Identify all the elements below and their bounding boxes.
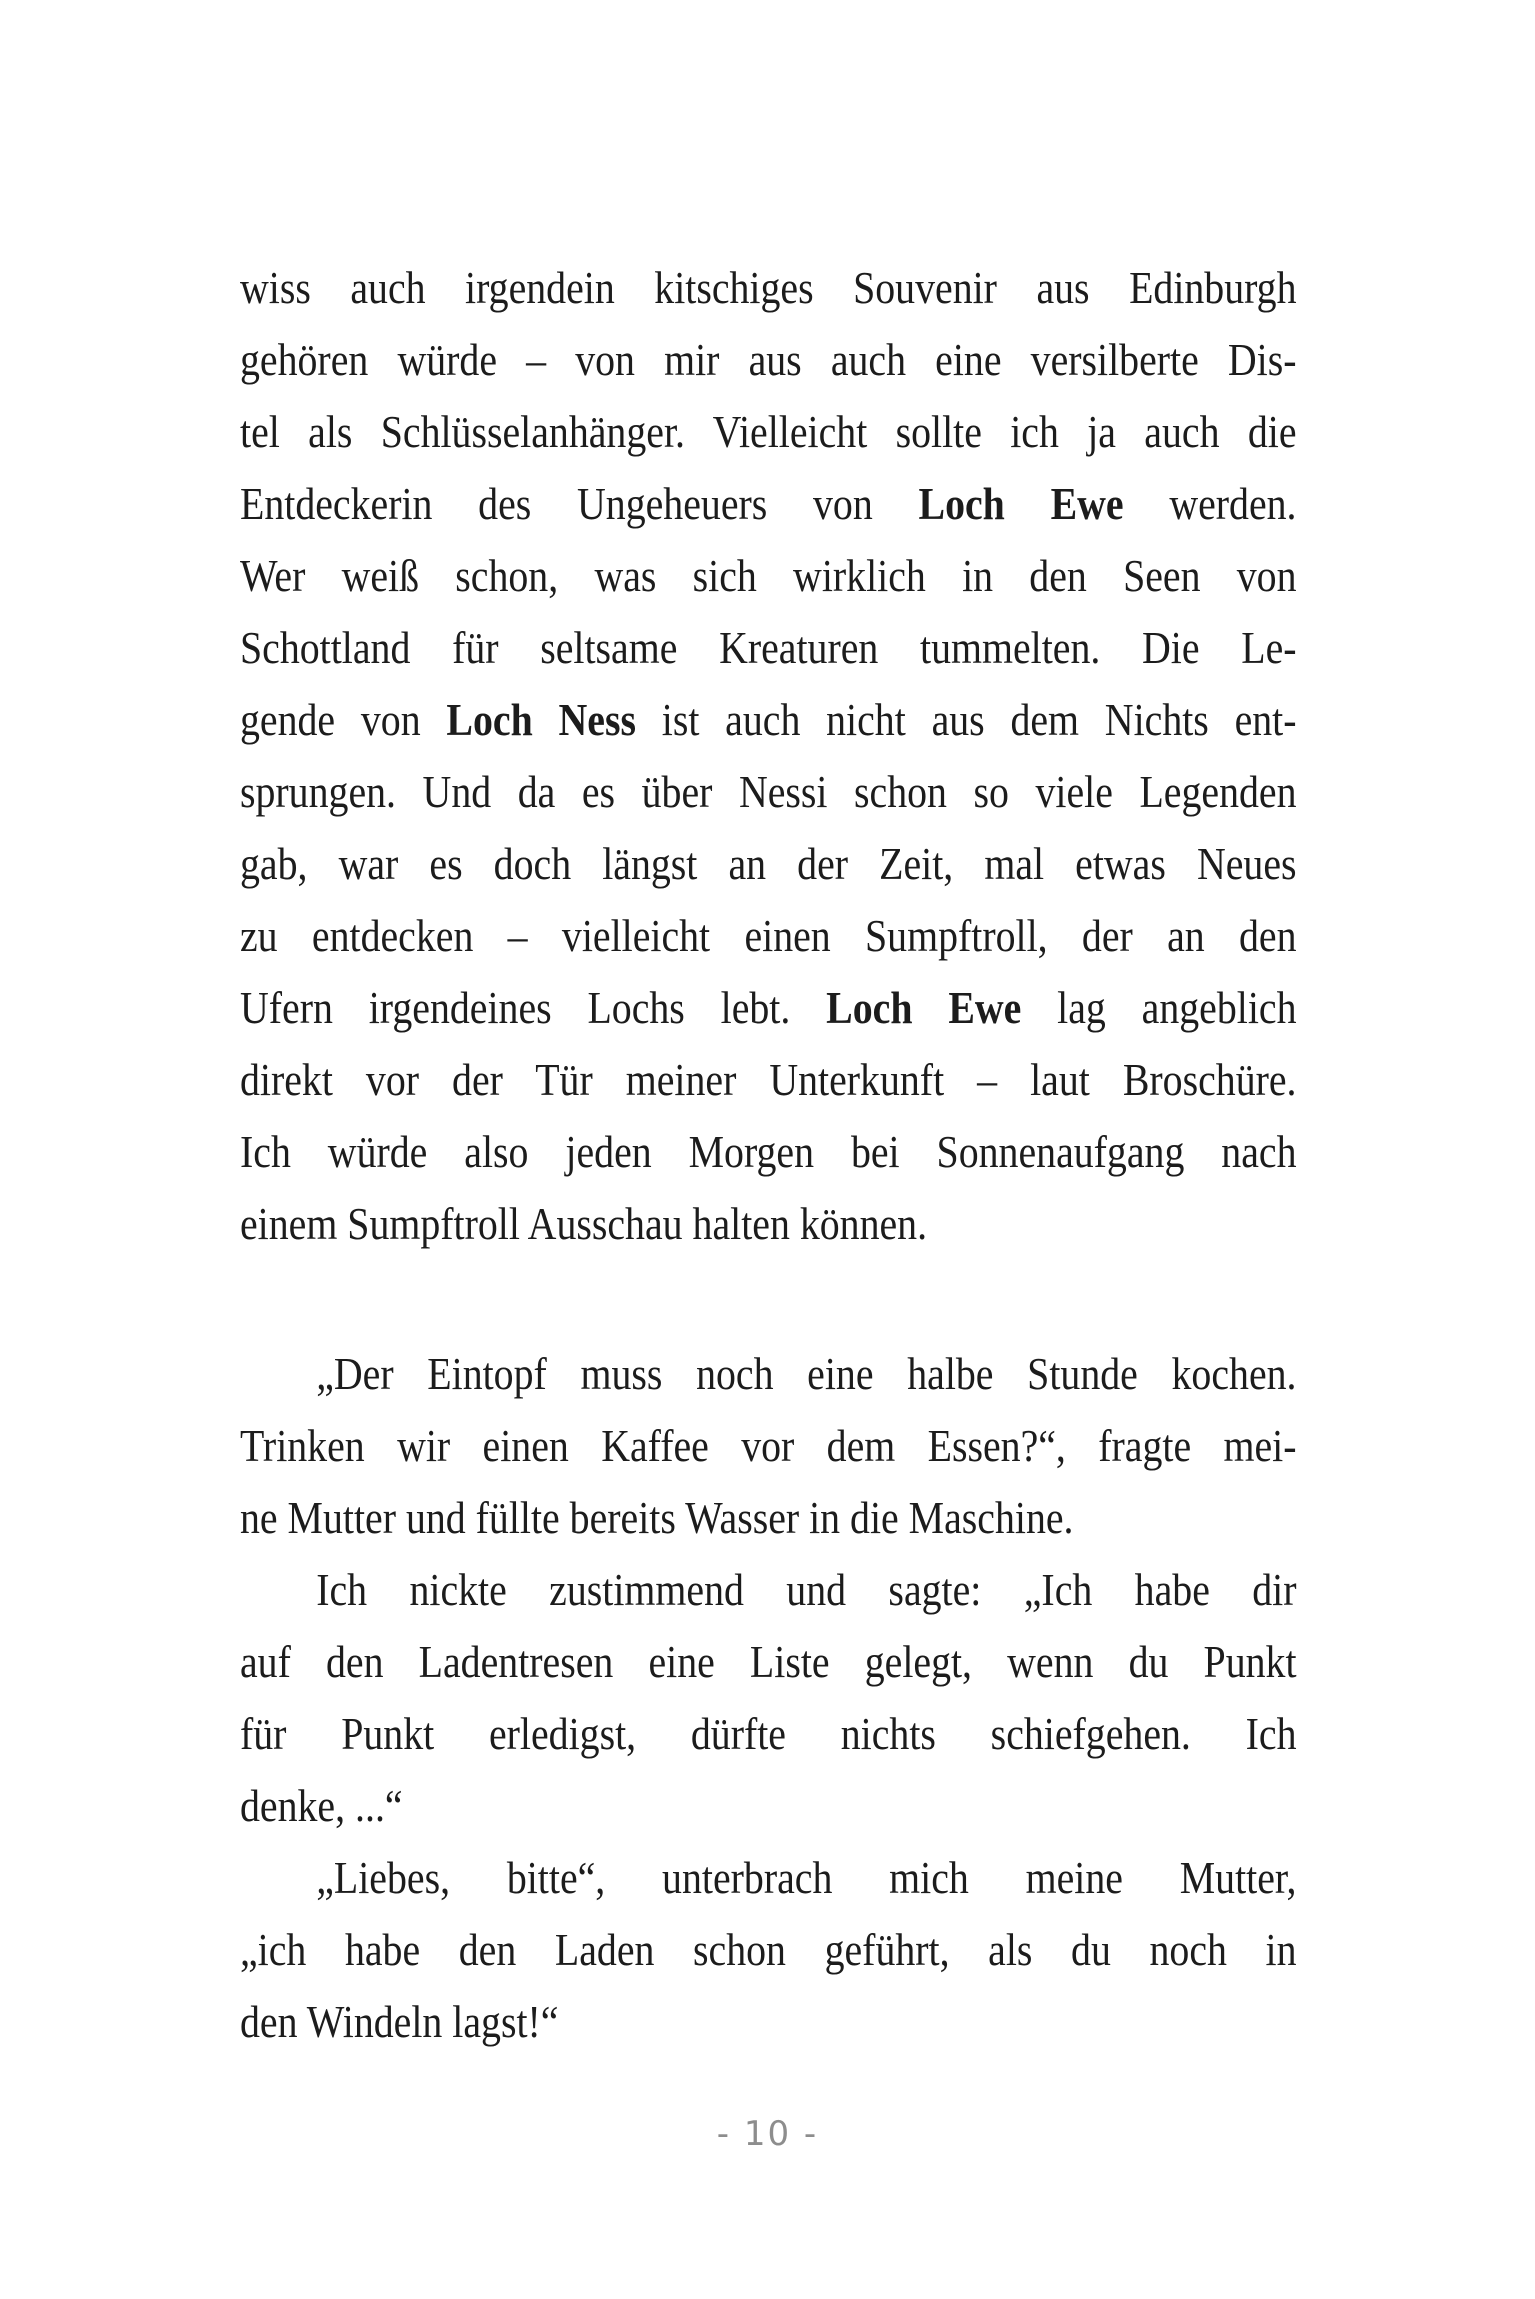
text-segment: denke, ...“ — [240, 1780, 403, 1831]
text-segment: wiss auch irgendein kitschiges Souvenir aus Edinburgh — [240, 262, 1297, 313]
bold-text: Loch Ewe — [918, 478, 1124, 529]
page-text-block — [240, 252, 1297, 2058]
text-segment: „Liebes, bitte“, unterbrach mich meine Mutter, — [316, 1852, 1297, 1903]
text-segment: werden. — [1123, 478, 1297, 529]
text-segment: auf den Ladentresen eine Liste gelegt, wenn du Punkt — [240, 1636, 1297, 1687]
text-segment: Trinken wir einen Kaffee vor dem Essen?“, fragte mei- — [240, 1420, 1297, 1471]
text-line — [240, 540, 1297, 612]
text-line — [240, 1986, 1297, 2058]
text-segment: einem Sumpftroll Ausschau halten können. — [240, 1198, 928, 1249]
text-line — [240, 252, 1297, 324]
text-line — [240, 1626, 1297, 1698]
text-segment: ist auch nicht aus dem Nichts ent- — [635, 694, 1297, 745]
bold-text: Loch Ewe — [826, 982, 1022, 1033]
text-line — [240, 1698, 1297, 1770]
text-segment: gab, war es doch längst an der Zeit, mal etwas Neues — [240, 838, 1297, 889]
text-segment: gende von — [240, 694, 447, 745]
text-line — [240, 756, 1297, 828]
text-segment: den Windeln lagst!“ — [240, 1996, 559, 2047]
text-line — [240, 1410, 1297, 1482]
text-line — [240, 468, 1297, 540]
page-number: - 10 - — [716, 2114, 819, 2154]
text-line — [240, 828, 1297, 900]
text-segment: Wer weiß schon, was sich wirklich in den Seen von — [240, 550, 1297, 601]
paragraph — [240, 252, 1297, 1260]
text-segment: für Punkt erledigst, dürfte nichts schiefgehen. Ich — [240, 1708, 1297, 1759]
text-segment: Ich würde also jeden Morgen bei Sonnenaufgang nach — [240, 1126, 1297, 1177]
text-line — [240, 1338, 1297, 1410]
text-line — [240, 684, 1297, 756]
paragraph — [240, 1338, 1297, 1554]
text-segment: Schottland für seltsame Kreaturen tummelten. Die Le- — [240, 622, 1297, 673]
text-line — [240, 1842, 1297, 1914]
text-line — [240, 972, 1297, 1044]
text-segment: Ufern irgendeines Lochs lebt. — [240, 982, 827, 1033]
text-line — [240, 1554, 1297, 1626]
text-line — [240, 1770, 1297, 1842]
text-segment: „Der Eintopf muss noch eine halbe Stunde kochen. — [316, 1348, 1297, 1399]
text-segment: direkt vor der Tür meiner Unterkunft – laut Broschüre. — [240, 1054, 1297, 1105]
text-line — [240, 1116, 1297, 1188]
text-segment: sprungen. Und da es über Nessi schon so viele Legenden — [240, 766, 1297, 817]
paragraph — [240, 1842, 1297, 2058]
text-segment: zu entdecken – vielleicht einen Sumpftroll, der an den — [240, 910, 1297, 961]
text-line — [240, 612, 1297, 684]
text-line — [240, 1188, 1297, 1260]
text-line — [240, 1044, 1297, 1116]
text-segment: Entdeckerin des Ungeheuers von — [240, 478, 919, 529]
text-segment: ne Mutter und füllte bereits Wasser in die Maschine. — [240, 1492, 1074, 1543]
text-line — [240, 396, 1297, 468]
text-segment: gehören würde – von mir aus auch eine versilberte Dis- — [240, 334, 1297, 385]
text-line — [240, 1914, 1297, 1986]
text-line — [240, 1482, 1297, 1554]
text-segment: tel als Schlüsselanhänger. Vielleicht sollte ich ja auch die — [240, 406, 1297, 457]
bold-text: Loch Ness — [446, 694, 636, 745]
text-segment: lag angeblich — [1021, 982, 1297, 1033]
paragraph — [240, 1554, 1297, 1842]
text-line — [240, 900, 1297, 972]
text-segment: Ich nickte zustimmend und sagte: „Ich habe dir — [316, 1564, 1297, 1615]
text-line — [240, 324, 1297, 396]
text-segment: „ich habe den Laden schon geführt, als du noch in — [240, 1924, 1297, 1975]
